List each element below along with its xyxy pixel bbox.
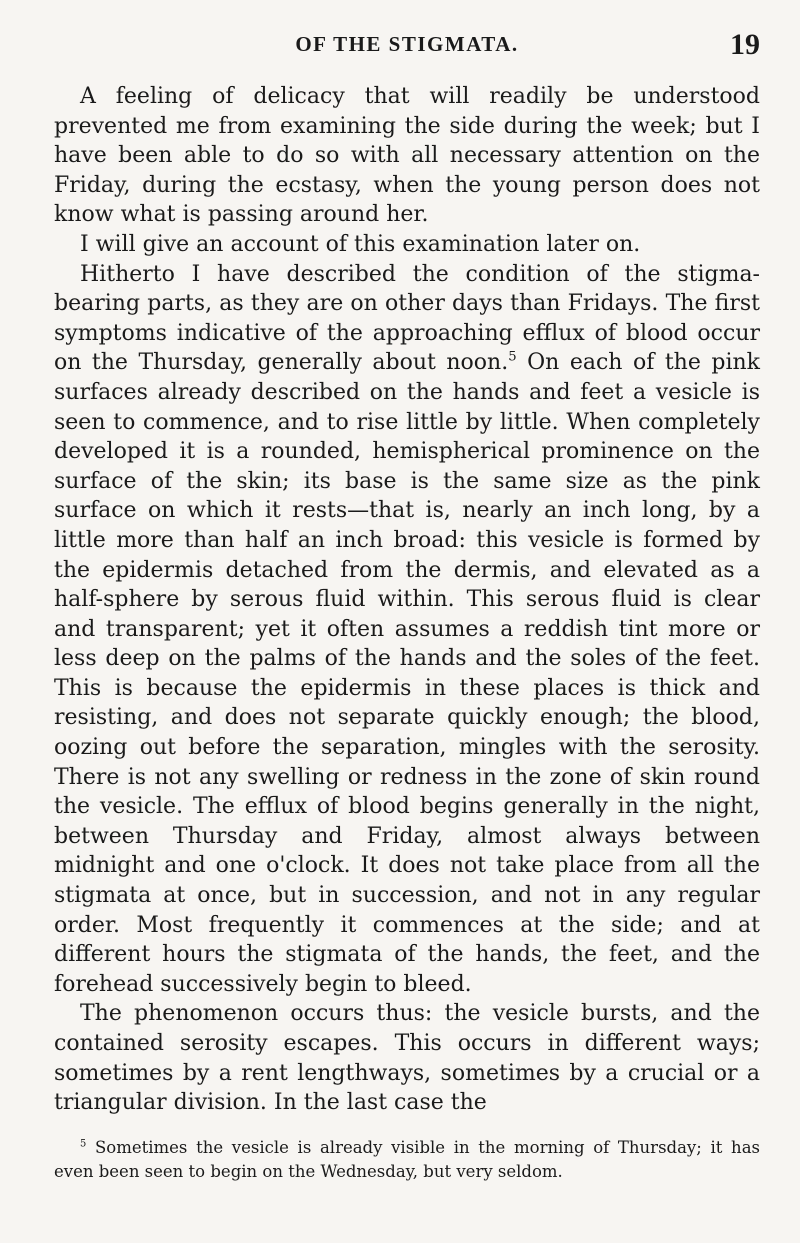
paragraph: A feeling of delicacy that will readily be understood prevented me from examining the side during the week; but I have been able to do so with all necessary attention on the Friday, during the ecstasy, when the young person does not know what is passing around her. bbox=[54, 84, 760, 228]
footnote bbox=[54, 1136, 760, 1184]
paragraph-text: Hitherto I have described the condition of the stigma-bearing parts, as they are on other days than Fridays. The first symptoms indicative of the approaching efflux of blood occur on the Thursday, generally about noon. bbox=[54, 261, 760, 376]
footnote-reference: 5 bbox=[508, 350, 517, 366]
footnote-text: Sometimes the vesicle is already visible in the morning of Thursday; it has even been seen to begin on the Wednesday, but very seldom. bbox=[54, 1138, 760, 1181]
paragraph: I will give an account of this examination later on. bbox=[80, 231, 641, 257]
footnote-marker: 5 bbox=[80, 1138, 87, 1150]
page-number: 19 bbox=[730, 28, 760, 61]
paragraph: The phenomenon occurs thus: the vesicle bursts, and the contained serosity escapes. This occurs in different ways; sometimes by a rent lengthways, sometimes by a crucial or a triangular division. In the last case the bbox=[54, 1001, 760, 1116]
running-title: OF THE STIGMATA. bbox=[295, 32, 519, 56]
paragraph bbox=[54, 260, 760, 1000]
paragraph-continuation: On each of the pink surfaces already described on the hands and feet a vesicle is seen to commence, and to rise little by little. When completely developed it is a rounded, hemispherical prominence on the surface of the skin; its base is the same size as the pink surface on which it rests—that is, nearly an inch long, by a little more than half an inch broad: this vesicle is formed by the epidermis detached from the dermis, and elevated as a half-sphere by serous fluid within. This serous fluid is clear and transparent; yet it often assumes a reddish tint more or less deep on the palms of the hands and the soles of the feet. This is because the epidermis in these places is thick and resisting, and does not separate quickly enough; the blood, oozing out before the separation, mingles with the serosity. There is not any swelling or redness in the zone of skin round the vesicle. The efflux of blood begins generally in the night, between Thursday and Friday, almost always between midnight and one o'clock. It does not take place from all the stigmata at once, but in succession, and not in any regular order. Most frequently it commences at the side; and at different hours the stigmata of the hands, the feet, and the forehead successively begin to bleed. bbox=[54, 350, 760, 997]
running-header bbox=[54, 28, 760, 68]
body-text bbox=[54, 82, 760, 1118]
